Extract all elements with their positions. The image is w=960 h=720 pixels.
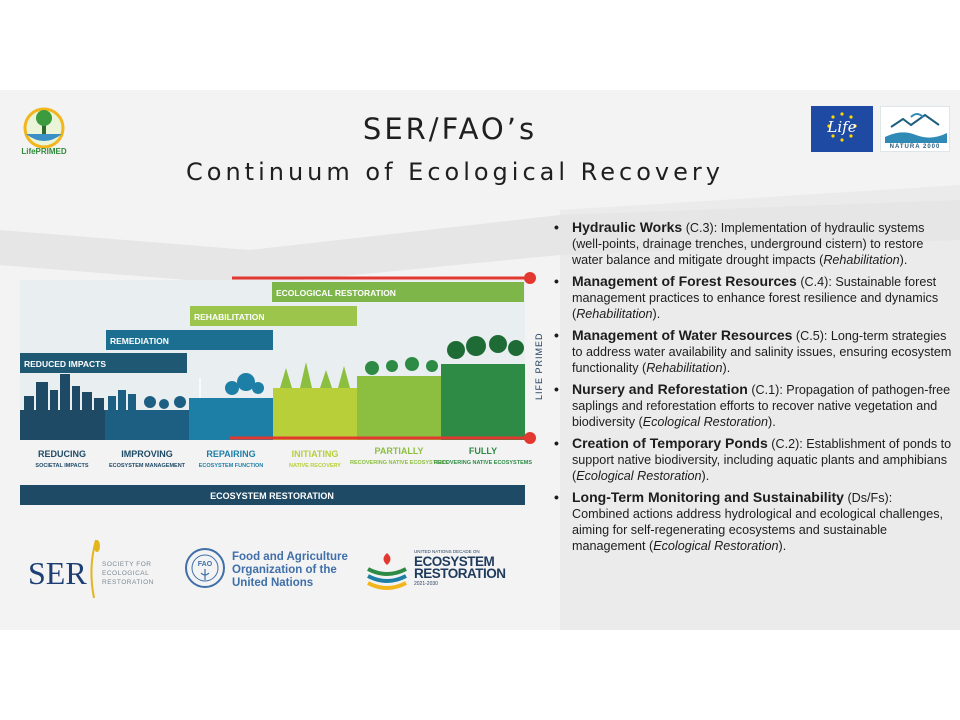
bullet-code: (Ds/Fs) (843, 491, 889, 505)
un-decade-years: 2021-2030 (414, 581, 438, 587)
bullet-text: : Implementation of hydraulic systems (well-points, drainage trenches, underground cistern) to restore water balance and mitigate drought impacts ( (572, 221, 925, 267)
bullet-text: : Propagation of pathogen-free saplings and reforestation efforts to recover native vegetation and biodiversity ( (572, 383, 951, 429)
bullet-title: Hydraulic Works (572, 219, 683, 235)
fao-name (232, 551, 352, 590)
stage-title-partially: PARTIALLY (374, 446, 424, 456)
stage-sub-initiating: NATIVE RECOVERY (289, 463, 341, 469)
bullet-title: Creation of Temporary Ponds (572, 435, 768, 451)
stage-title-reducing: REDUCING (37, 449, 87, 459)
life-primed-label: LifePRIMED (21, 147, 67, 156)
bullet-code: (C.5) (792, 329, 824, 343)
bullet-code: (C.4) (796, 275, 829, 289)
phase-label-rehabilitation: REHABILITATION (194, 312, 265, 322)
bullet-end: ). (652, 307, 661, 321)
fao-name-line1: Food and Agriculture (232, 551, 348, 563)
bullet-hydraulic-works (552, 219, 952, 268)
stage-sub-reducing: SOCIETAL IMPACTS (35, 463, 89, 469)
stage-title-improving: IMPROVING (121, 449, 173, 459)
bullet-code: (C.2) (767, 437, 800, 451)
continuum-top-dot (524, 272, 536, 284)
phase-label-reduced-impacts: REDUCED IMPACTS (24, 359, 107, 369)
stage-sub-partially: RECOVERING NATIVE ECOSYSTEMS (350, 460, 448, 466)
bullet-code: (C.1) (747, 383, 780, 397)
slide-subtitle: Continuum of Ecological Recovery (186, 158, 724, 186)
stage-sub-repairing: ECOSYSTEM FUNCTION (198, 463, 264, 469)
ser-leaf-icon (86, 538, 102, 600)
bullet-tag: Rehabilitation (646, 361, 723, 375)
natura-2000-label: NATURA 2000 (889, 144, 941, 150)
bullet-nursery-reforestation (552, 381, 952, 430)
stage-title-repairing: REPAIRING (206, 449, 256, 459)
stage-sub-improving: ECOSYSTEM MANAGEMENT (108, 463, 186, 469)
bullet-end: ). (778, 539, 787, 553)
presentation-slide (0, 90, 960, 630)
bullet-text: : Establishment of ponds to support native biodiversity, including aquatic plants and amphibians ( (572, 437, 952, 483)
bullet-tag: Ecological Restoration (642, 415, 768, 429)
un-decade-line2: RESTORATION (414, 566, 506, 581)
bullet-code: (C.3) (682, 221, 714, 235)
bullet-end: ). (722, 361, 731, 375)
fao-logo (184, 547, 226, 589)
ecosystem-restoration-label: ECOSYSTEM RESTORATION (210, 491, 334, 501)
bullet-text: : Long-term strategies to address water availability and salinity issues, ensuring ecosystem functionality ( (572, 329, 952, 375)
recovery-continuum-diagram (0, 270, 560, 520)
bullet-water-resources (552, 327, 952, 376)
bullet-temporary-ponds (552, 435, 952, 484)
un-decade-logo (364, 549, 410, 593)
un-decade-name (414, 556, 504, 580)
bullet-tag: Ecological Restoration (576, 469, 702, 483)
ser-subtitle: SOCIETY FOR ECOLOGICAL RESTORATION (102, 561, 154, 586)
action-bullet-list (552, 219, 952, 559)
fao-name-line3: United Nations (232, 577, 314, 589)
slide-title: SER/FAO’s (362, 112, 538, 146)
bullet-title: Nursery and Reforestation (572, 381, 748, 397)
bullet-end: ). (899, 253, 908, 267)
bullet-forest-resources (552, 273, 952, 322)
bullet-title: Management of Forest Resources (572, 273, 797, 289)
stage-title-fully: FULLY (468, 446, 498, 456)
un-decade-line1: ECOSYSTEM (414, 554, 495, 569)
bullet-tag: Rehabilitation (823, 253, 900, 267)
continuum-bottom-dot (524, 432, 536, 444)
bullet-title: Long-Term Monitoring and Sustainability (572, 489, 844, 505)
svg-text:FAO: FAO (197, 561, 213, 568)
stage-title-initiating: INITIATING (291, 449, 339, 459)
stage-sub-fully: RECOVERING NATIVE ECOSYSTEMS (434, 460, 532, 466)
fao-name-line2: Organization of the (232, 564, 337, 576)
eu-life-label: Life (827, 118, 857, 136)
bullet-monitoring-sustainability (552, 489, 952, 554)
bullet-end: ). (701, 469, 710, 483)
phase-label-ecological-restoration: ECOLOGICAL RESTORATION (276, 288, 396, 298)
un-decade-caption: UNITED NATIONS DECADE ON (414, 549, 480, 554)
bullet-text: : Sustainable forest management practices to enhance forest resilience and dynamics ( (572, 275, 939, 321)
ser-logo: SER (28, 555, 87, 591)
bullet-tag: Ecological Restoration (653, 539, 779, 553)
bullet-text: : Combined actions address hydrological and ecological challenges, aiming for self-regenerating ecosystems and sustainable management ( (572, 491, 944, 553)
bullet-tag: Rehabilitation (576, 307, 653, 321)
bullet-end: ). (768, 415, 776, 429)
bullet-title: Management of Water Resources (572, 327, 793, 343)
phase-label-remediation: REMEDIATION (110, 336, 169, 346)
life-primed-vertical-label: LIFE PRIMED (534, 332, 544, 400)
